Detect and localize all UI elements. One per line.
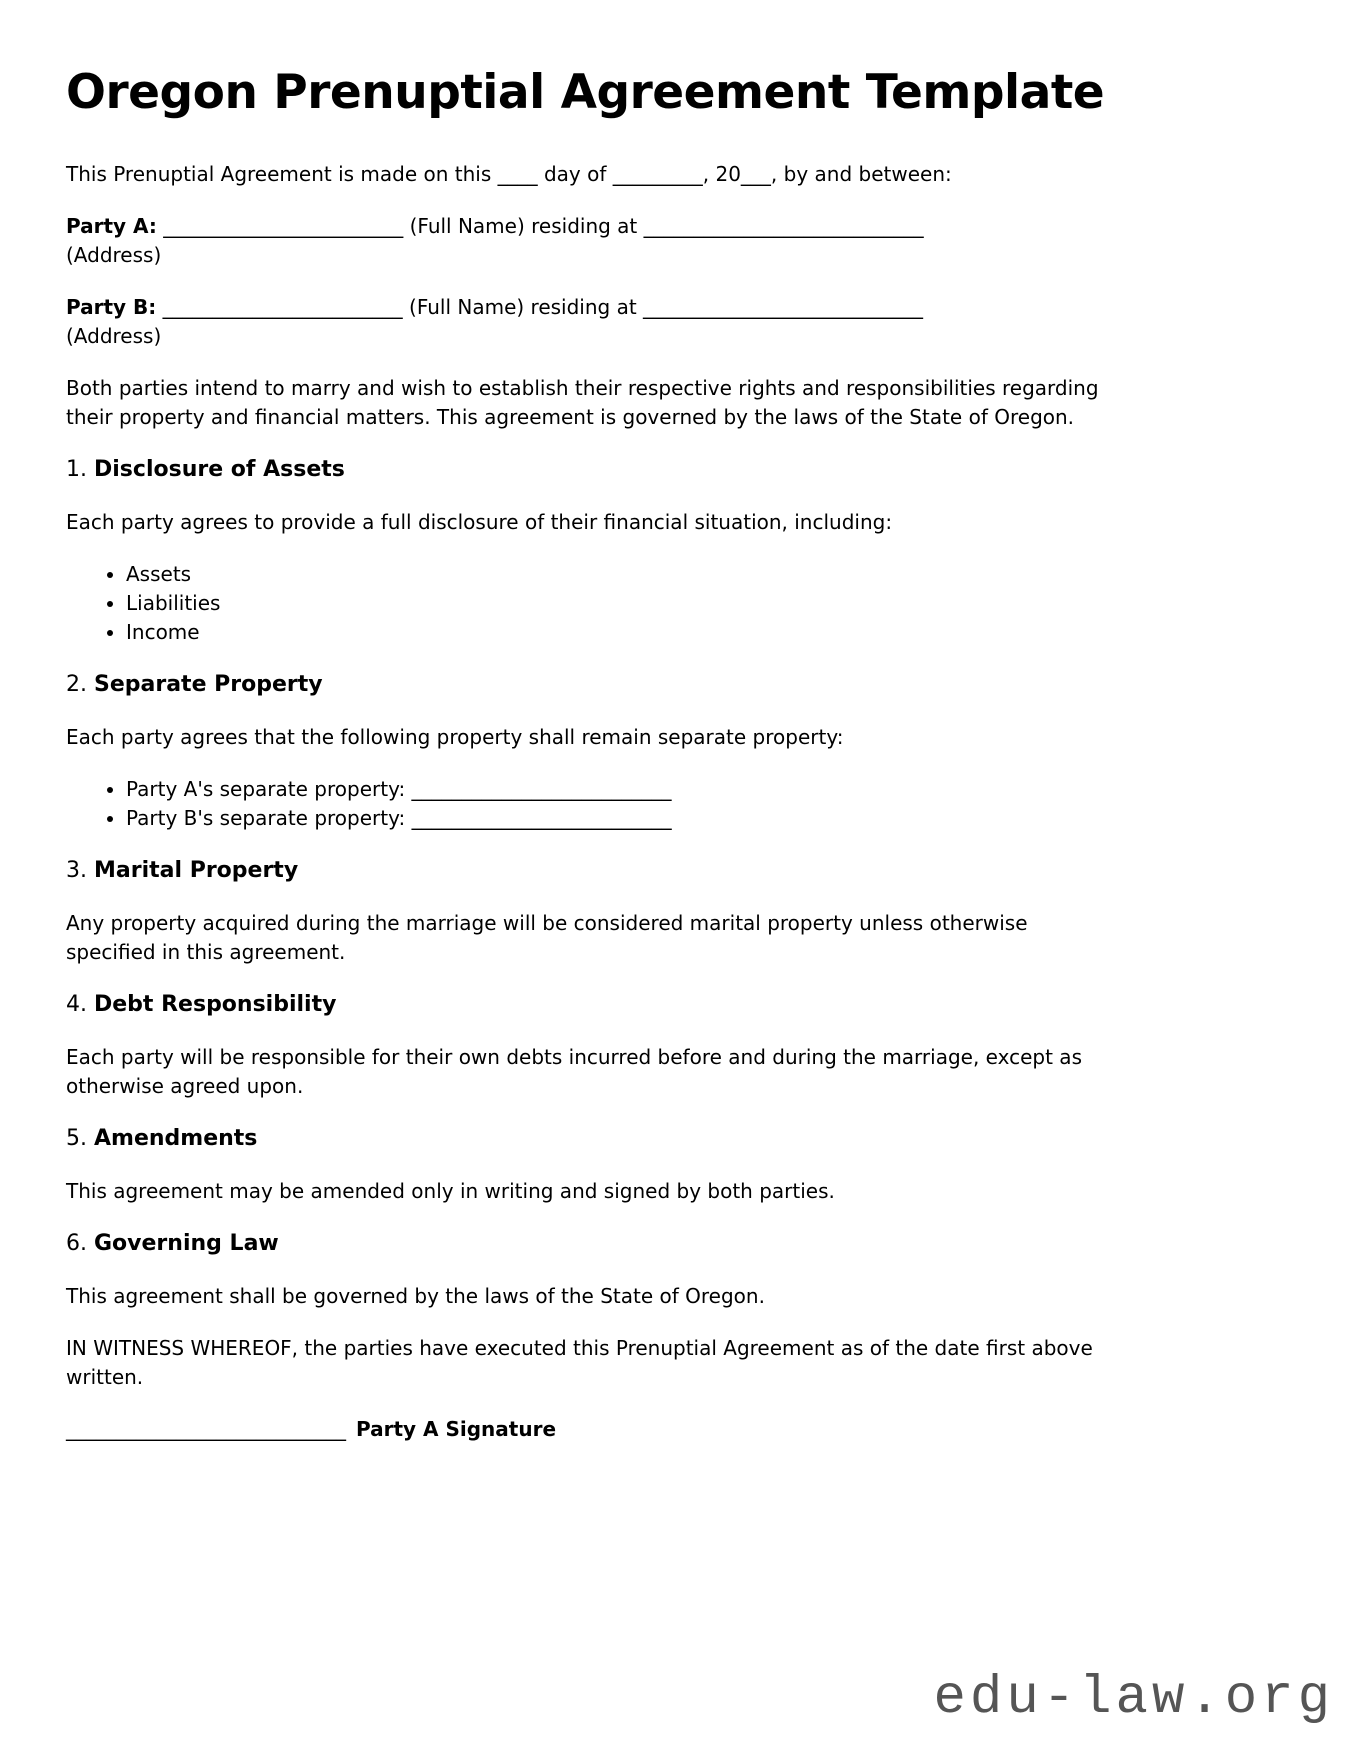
party-a-signature-block (66, 1415, 1106, 1444)
section-number: 1. (66, 457, 87, 483)
list-item: • Income (126, 618, 1126, 647)
section-heading-debt-responsibility (66, 990, 1106, 1020)
section-number: 2. (66, 672, 87, 698)
section-title: Debt Responsibility (94, 992, 337, 1018)
section-heading-disclosure-of-assets (66, 455, 1106, 485)
recitals-paragraph: Both parties intend to marry and wish to establish their respective rights and responsibilities regarding their property and financial matters. This agreement is governed by the laws of the State of Oregon. (66, 376, 1099, 430)
section-heading-separate-property (66, 670, 1106, 700)
section-number: 5. (66, 1126, 87, 1152)
party-b-label: Party B: (66, 295, 157, 320)
party-a-address-note: (Address) (66, 243, 162, 268)
party-b-details: ________________________ (Full Name) residing at ____________________________ (156, 295, 924, 320)
section-heading-amendments (66, 1124, 1106, 1154)
section-number: 4. (66, 992, 87, 1018)
section-title: Disclosure of Assets (94, 457, 345, 483)
section-body-marital-property: Any property acquired during the marriage will be considered marital property unless otherwise specified in this agreement. (66, 911, 1028, 965)
page-title: Oregon Prenuptial Agreement Template (66, 65, 1105, 120)
party-a-label: Party A: (66, 214, 157, 239)
list-item: • Liabilities (126, 589, 1126, 618)
section-number: 3. (66, 858, 87, 884)
signature-blank-line: ____________________________ (66, 1417, 346, 1442)
section-body-separate-property: Each party agrees that the following property shall remain separate property: (66, 725, 844, 750)
party-b-line (66, 293, 1106, 351)
section-title: Governing Law (94, 1231, 279, 1257)
section-title: Amendments (94, 1126, 258, 1152)
section-title: Marital Property (94, 858, 299, 884)
separate-property-bullet-list (66, 775, 1126, 833)
party-a-line (66, 212, 1106, 270)
section-number: 6. (66, 1231, 87, 1257)
list-item: • Party B's separate property: __________________________ (126, 804, 1126, 833)
party-b-address-note: (Address) (66, 324, 162, 349)
disclosure-bullet-list (66, 560, 1126, 647)
section-body-disclosure-of-assets: Each party agrees to provide a full disclosure of their financial situation, including: (66, 510, 893, 535)
intro-clause: This Prenuptial Agreement is made on this ____ day of _________, 20___, by and between: (66, 162, 952, 187)
section-body-governing-law: This agreement shall be governed by the laws of the State of Oregon. (66, 1284, 765, 1309)
party-a-signature-label: Party A Signature (356, 1417, 557, 1442)
section-body-debt-responsibility: Each party will be responsible for their own debts incurred before and during the marriage, except as otherwise agreed upon. (66, 1045, 1082, 1099)
party-a-details: ________________________ (Full Name) residing at ____________________________ (156, 214, 924, 239)
section-body-amendments: This agreement may be amended only in writing and signed by both parties. (66, 1179, 835, 1204)
list-item: • Party A's separate property: __________________________ (126, 775, 1126, 804)
witness-clause: IN WITNESS WHEREOF, the parties have executed this Prenuptial Agreement as of the date first above written. (66, 1336, 1093, 1390)
section-title: Separate Property (94, 672, 323, 698)
edu-law-watermark: edu-law.org (933, 1668, 1334, 1729)
section-heading-marital-property (66, 856, 1106, 886)
list-item: • Assets (126, 560, 1126, 589)
section-heading-governing-law (66, 1229, 1106, 1259)
